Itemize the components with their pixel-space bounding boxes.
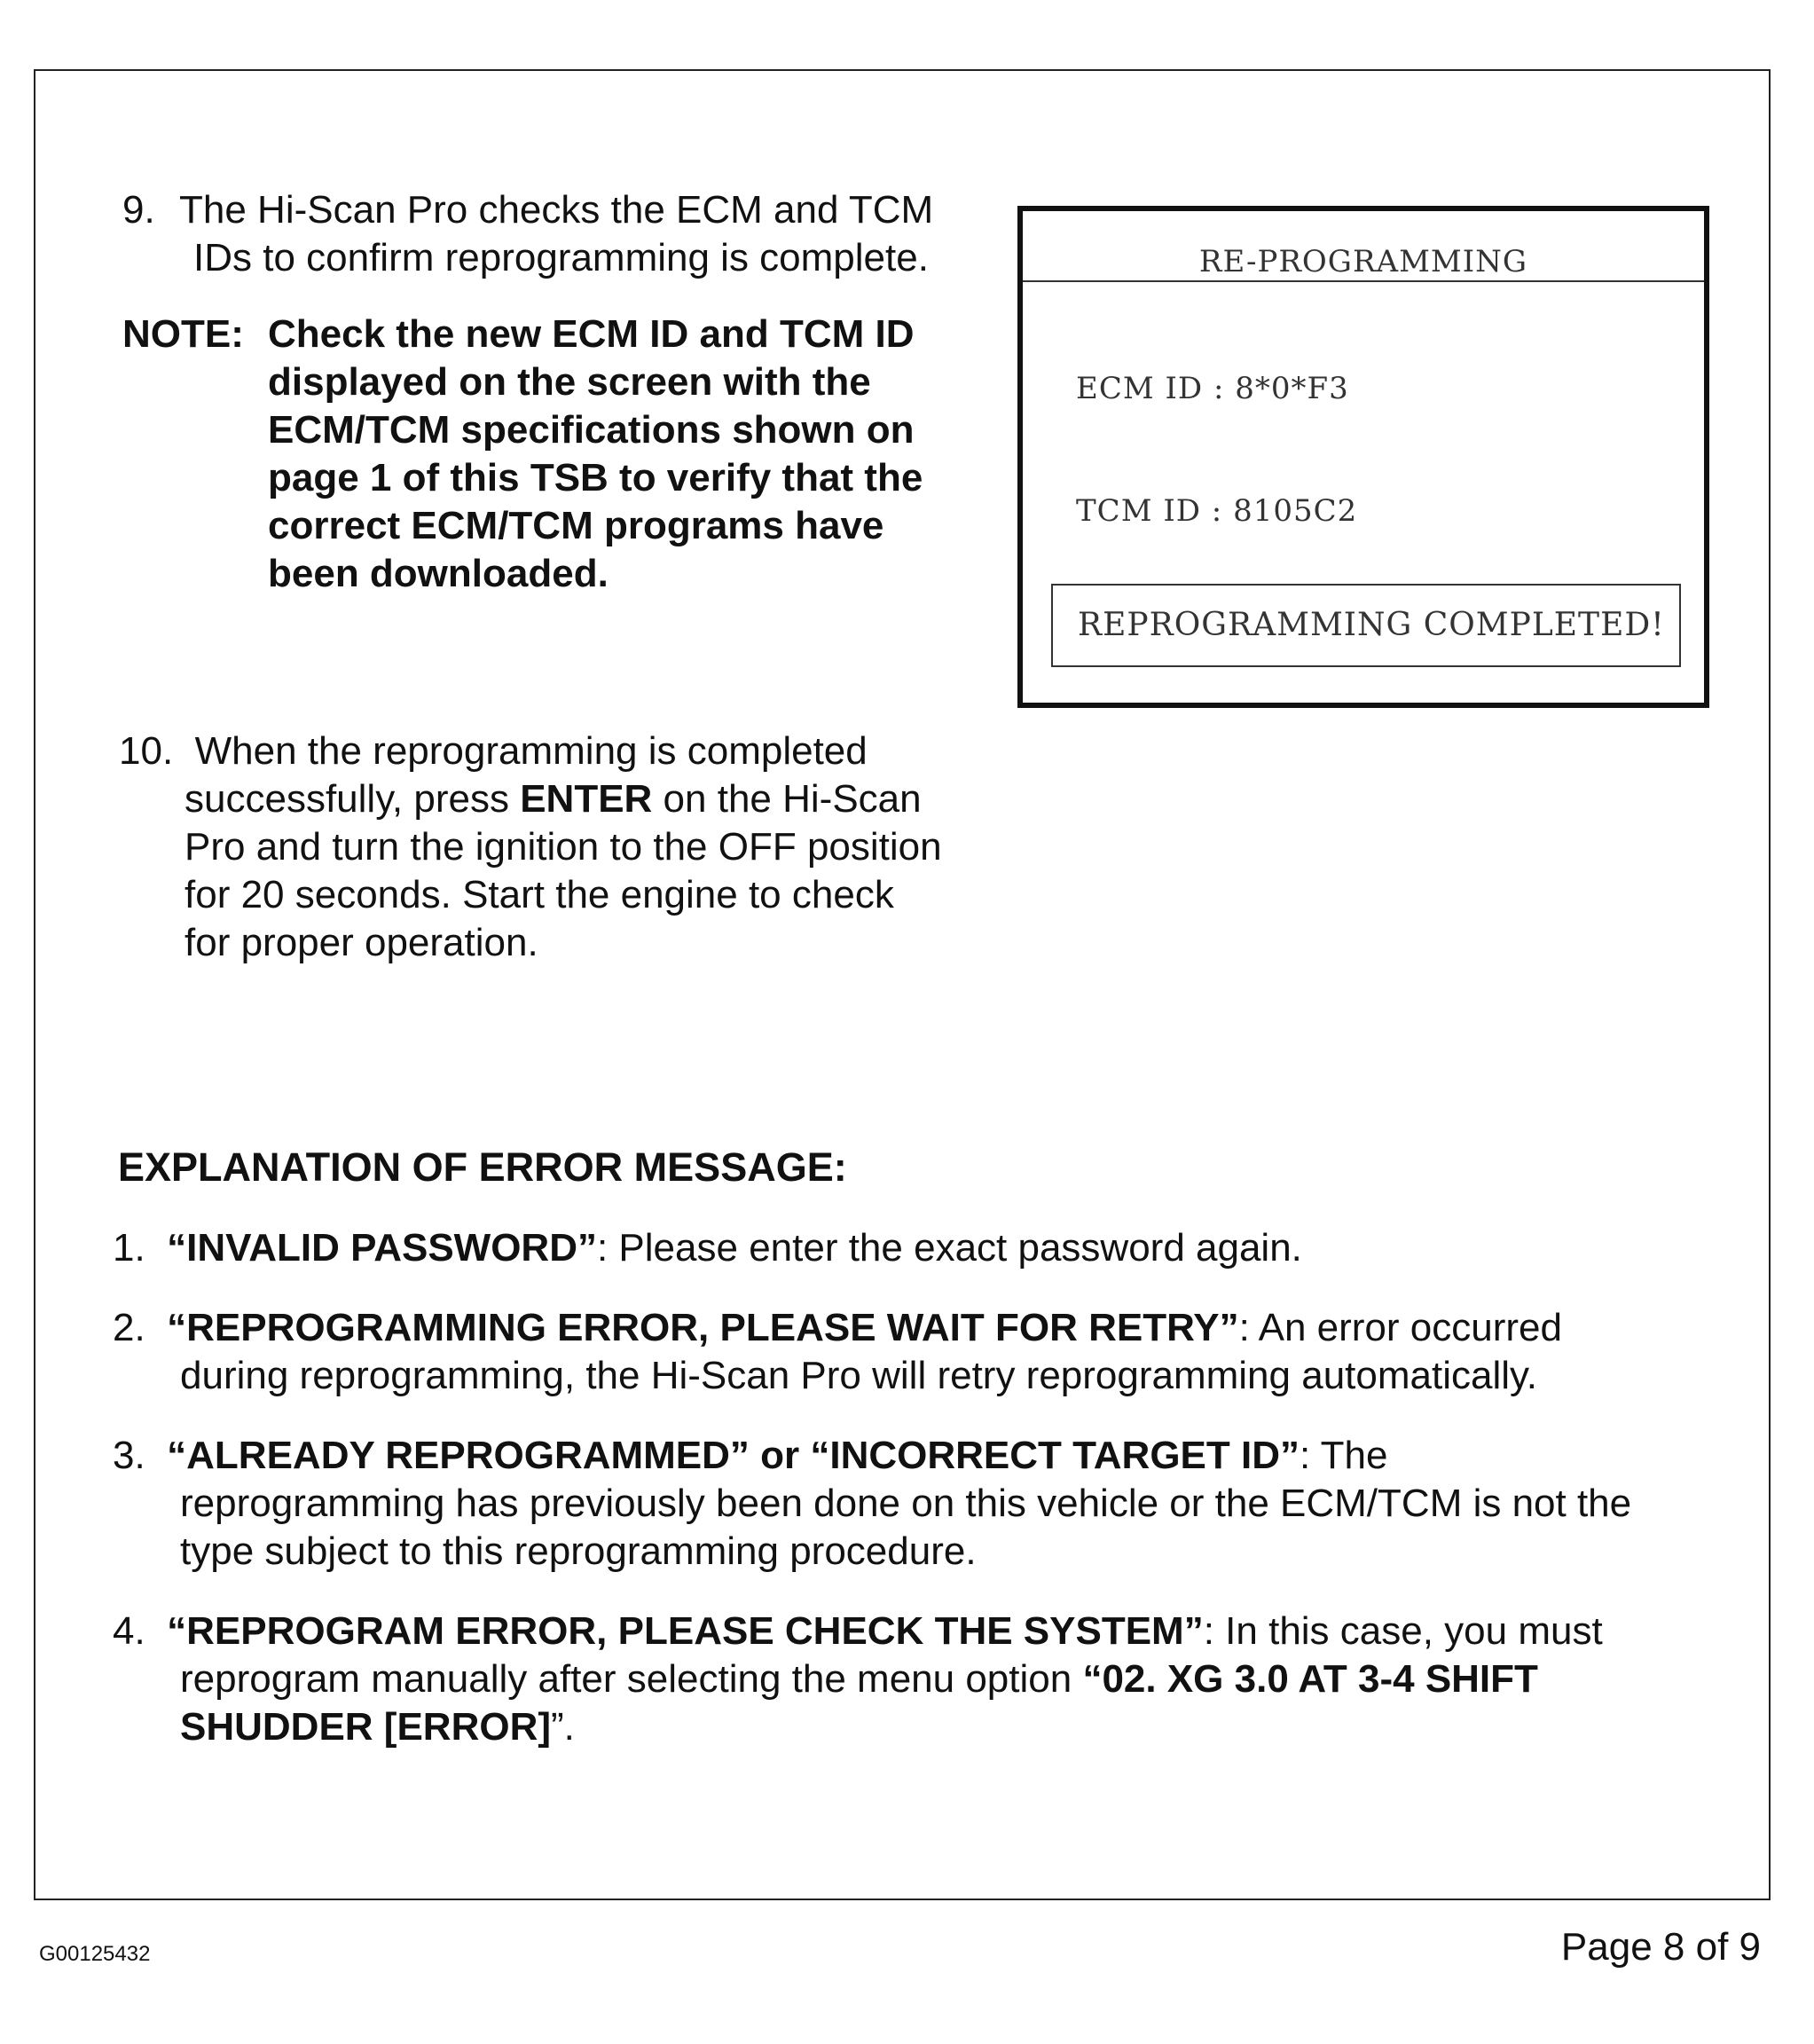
error-explanation: reprogram manually after selecting the menu option: [180, 1657, 1083, 1701]
page-number: Page 8 of 9: [1560, 1925, 1761, 1969]
menu-option: “02. XG 3.0 AT 3-4 SHIFT: [1082, 1657, 1538, 1701]
step-line: [119, 775, 1006, 823]
error-explanation: during reprogramming, the Hi-Scan Pro will retry reprogramming automatically.: [180, 1354, 1537, 1397]
error-message: “REPROGRAM ERROR, PLEASE CHECK THE SYSTEM”: [167, 1609, 1204, 1653]
menu-option: SHUDDER [ERROR]: [180, 1705, 551, 1749]
note-line: Check the new ECM ID and TCM ID: [268, 312, 915, 356]
error-message: “REPROGRAMMING ERROR, PLEASE WAIT FOR RETRY”: [167, 1306, 1239, 1349]
note-line: ECM/TCM specifications shown on: [268, 408, 915, 452]
note-label: NOTE:: [122, 312, 244, 356]
step-number: 10.: [119, 729, 174, 773]
error-item-2: [113, 1304, 1763, 1400]
error-explanation: type subject to this reprogramming procedure.: [180, 1529, 977, 1573]
note-line: page 1 of this TSB to verify that the: [268, 456, 923, 499]
error-explanation: : An error occurred: [1238, 1306, 1562, 1349]
item-number: 2.: [113, 1306, 145, 1349]
error-explanation: : The: [1300, 1434, 1388, 1477]
error-item-4: [113, 1608, 1763, 1751]
step-10: [119, 727, 1006, 967]
error-message: “INVALID PASSWORD”: [167, 1226, 597, 1270]
error-message: “ALREADY REPROGRAMMED” or “INCORRECT TARGET ID”: [167, 1434, 1300, 1477]
step-line: for proper operation.: [185, 921, 538, 964]
note-text: [268, 311, 1004, 598]
key-enter: ENTER: [520, 777, 653, 821]
error-explanation: reprogramming has previously been done on this vehicle or the ECM/TCM is not the: [180, 1482, 1632, 1525]
status-message: REPROGRAMMING COMPLETED!: [1051, 584, 1681, 667]
scan-tool-screen: [1017, 206, 1709, 708]
document-id: G00125432: [39, 1942, 151, 1966]
error-item-3: [113, 1432, 1763, 1576]
step-text: When the reprogramming is completed: [194, 729, 868, 773]
item-number: 4.: [113, 1609, 145, 1653]
error-explanation: : In this case, you must: [1203, 1609, 1603, 1653]
step-9: [122, 186, 1001, 282]
ecm-id: ECM ID : 8*0*F3: [1076, 371, 1349, 406]
note-line: correct ECM/TCM programs have: [268, 504, 884, 547]
step-number: 9.: [122, 188, 155, 232]
item-number: 3.: [113, 1434, 145, 1477]
section-heading: EXPLANATION OF ERROR MESSAGE:: [118, 1144, 847, 1190]
step-line: for 20 seconds. Start the engine to check: [185, 873, 894, 916]
step-text: The Hi-Scan Pro checks the ECM and TCM: [179, 188, 934, 232]
item-number: 1.: [113, 1226, 145, 1270]
error-explanation: : Please enter the exact password again.: [596, 1226, 1302, 1270]
step-text: successfully, press: [185, 777, 521, 821]
step-line: [119, 727, 1006, 775]
note-line: been downloaded.: [268, 552, 609, 595]
step-text: on the Hi-Scan: [652, 777, 922, 821]
step-text: IDs to confirm reprogramming is complete.: [193, 236, 929, 279]
step-line: Pro and turn the ignition to the OFF position: [185, 825, 942, 869]
error-explanation: ”.: [551, 1705, 575, 1749]
screen-title: RE-PROGRAMMING: [1023, 211, 1704, 282]
error-item-1: [113, 1224, 1763, 1272]
note-line: displayed on the screen with the: [268, 360, 871, 404]
tcm-id: TCM ID : 8105C2: [1076, 493, 1358, 529]
